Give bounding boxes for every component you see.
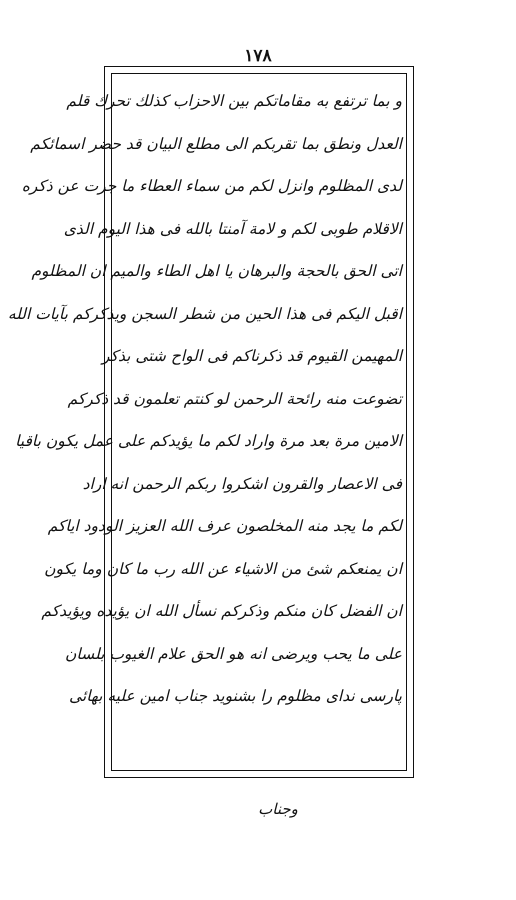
text-line: ان يمنعكم شئ من الاشياء عن الله رب ما كان وما يكون xyxy=(44,559,402,578)
text-line: اقبل اليكم فى هذا الحين من شطر السجن ويذكركم بآيات الله xyxy=(7,304,402,323)
page-number: ۱۷۸ xyxy=(244,46,272,66)
text-line: الاقلام طوبى لكم و لامة آمنتا بالله فى هذا اليوم الذى xyxy=(63,219,402,238)
text-line: پارسى نداى مظلوم را بشنويد جناب امين عليه بهائى xyxy=(69,687,402,705)
text-line: اتى الحق بالحجة والبرهان يا اهل الطاء والميم ان المظلوم xyxy=(31,262,402,280)
text-line: لكم ما يجد منه المخلصون عرف الله العزيز الودود اياكم xyxy=(47,517,402,535)
text-line: العدل ونطق بما تقربكم الى مطلع البيان قد حضر اسمائكم xyxy=(30,134,402,153)
text-line: الامين مرة بعد مرة واراد لكم ما يؤيدكم على عمل يكون باقيا xyxy=(15,432,402,450)
text-line: المهيمن القيوم قد ذكرناكم فى الواح شتى بذكر xyxy=(102,347,402,365)
manuscript-text xyxy=(7,80,406,768)
text-line: تضوعت منه رائحة الرحمن لو كنتم تعلمون قد ذكركم xyxy=(67,389,402,408)
catchword: وجناب xyxy=(258,800,298,818)
text-line: و بما ترتفع به مقاماتكم بين الاحزاب كذلك تحرك قلم xyxy=(66,92,402,110)
text-line: على ما يحب ويرضى انه هو الحق علام الغيوب بلسان xyxy=(65,644,402,663)
text-line: لدى المظلوم وانزل لكم من سماء العطاء ما جرت عن ذكره xyxy=(21,177,402,195)
text-line: ان الفضل كان منكم وذكركم نسأل الله ان يؤيده ويؤيدكم xyxy=(41,602,402,620)
text-line: فى الاعصار والقرون اشكروا ربكم الرحمن انه اراد xyxy=(82,474,402,493)
